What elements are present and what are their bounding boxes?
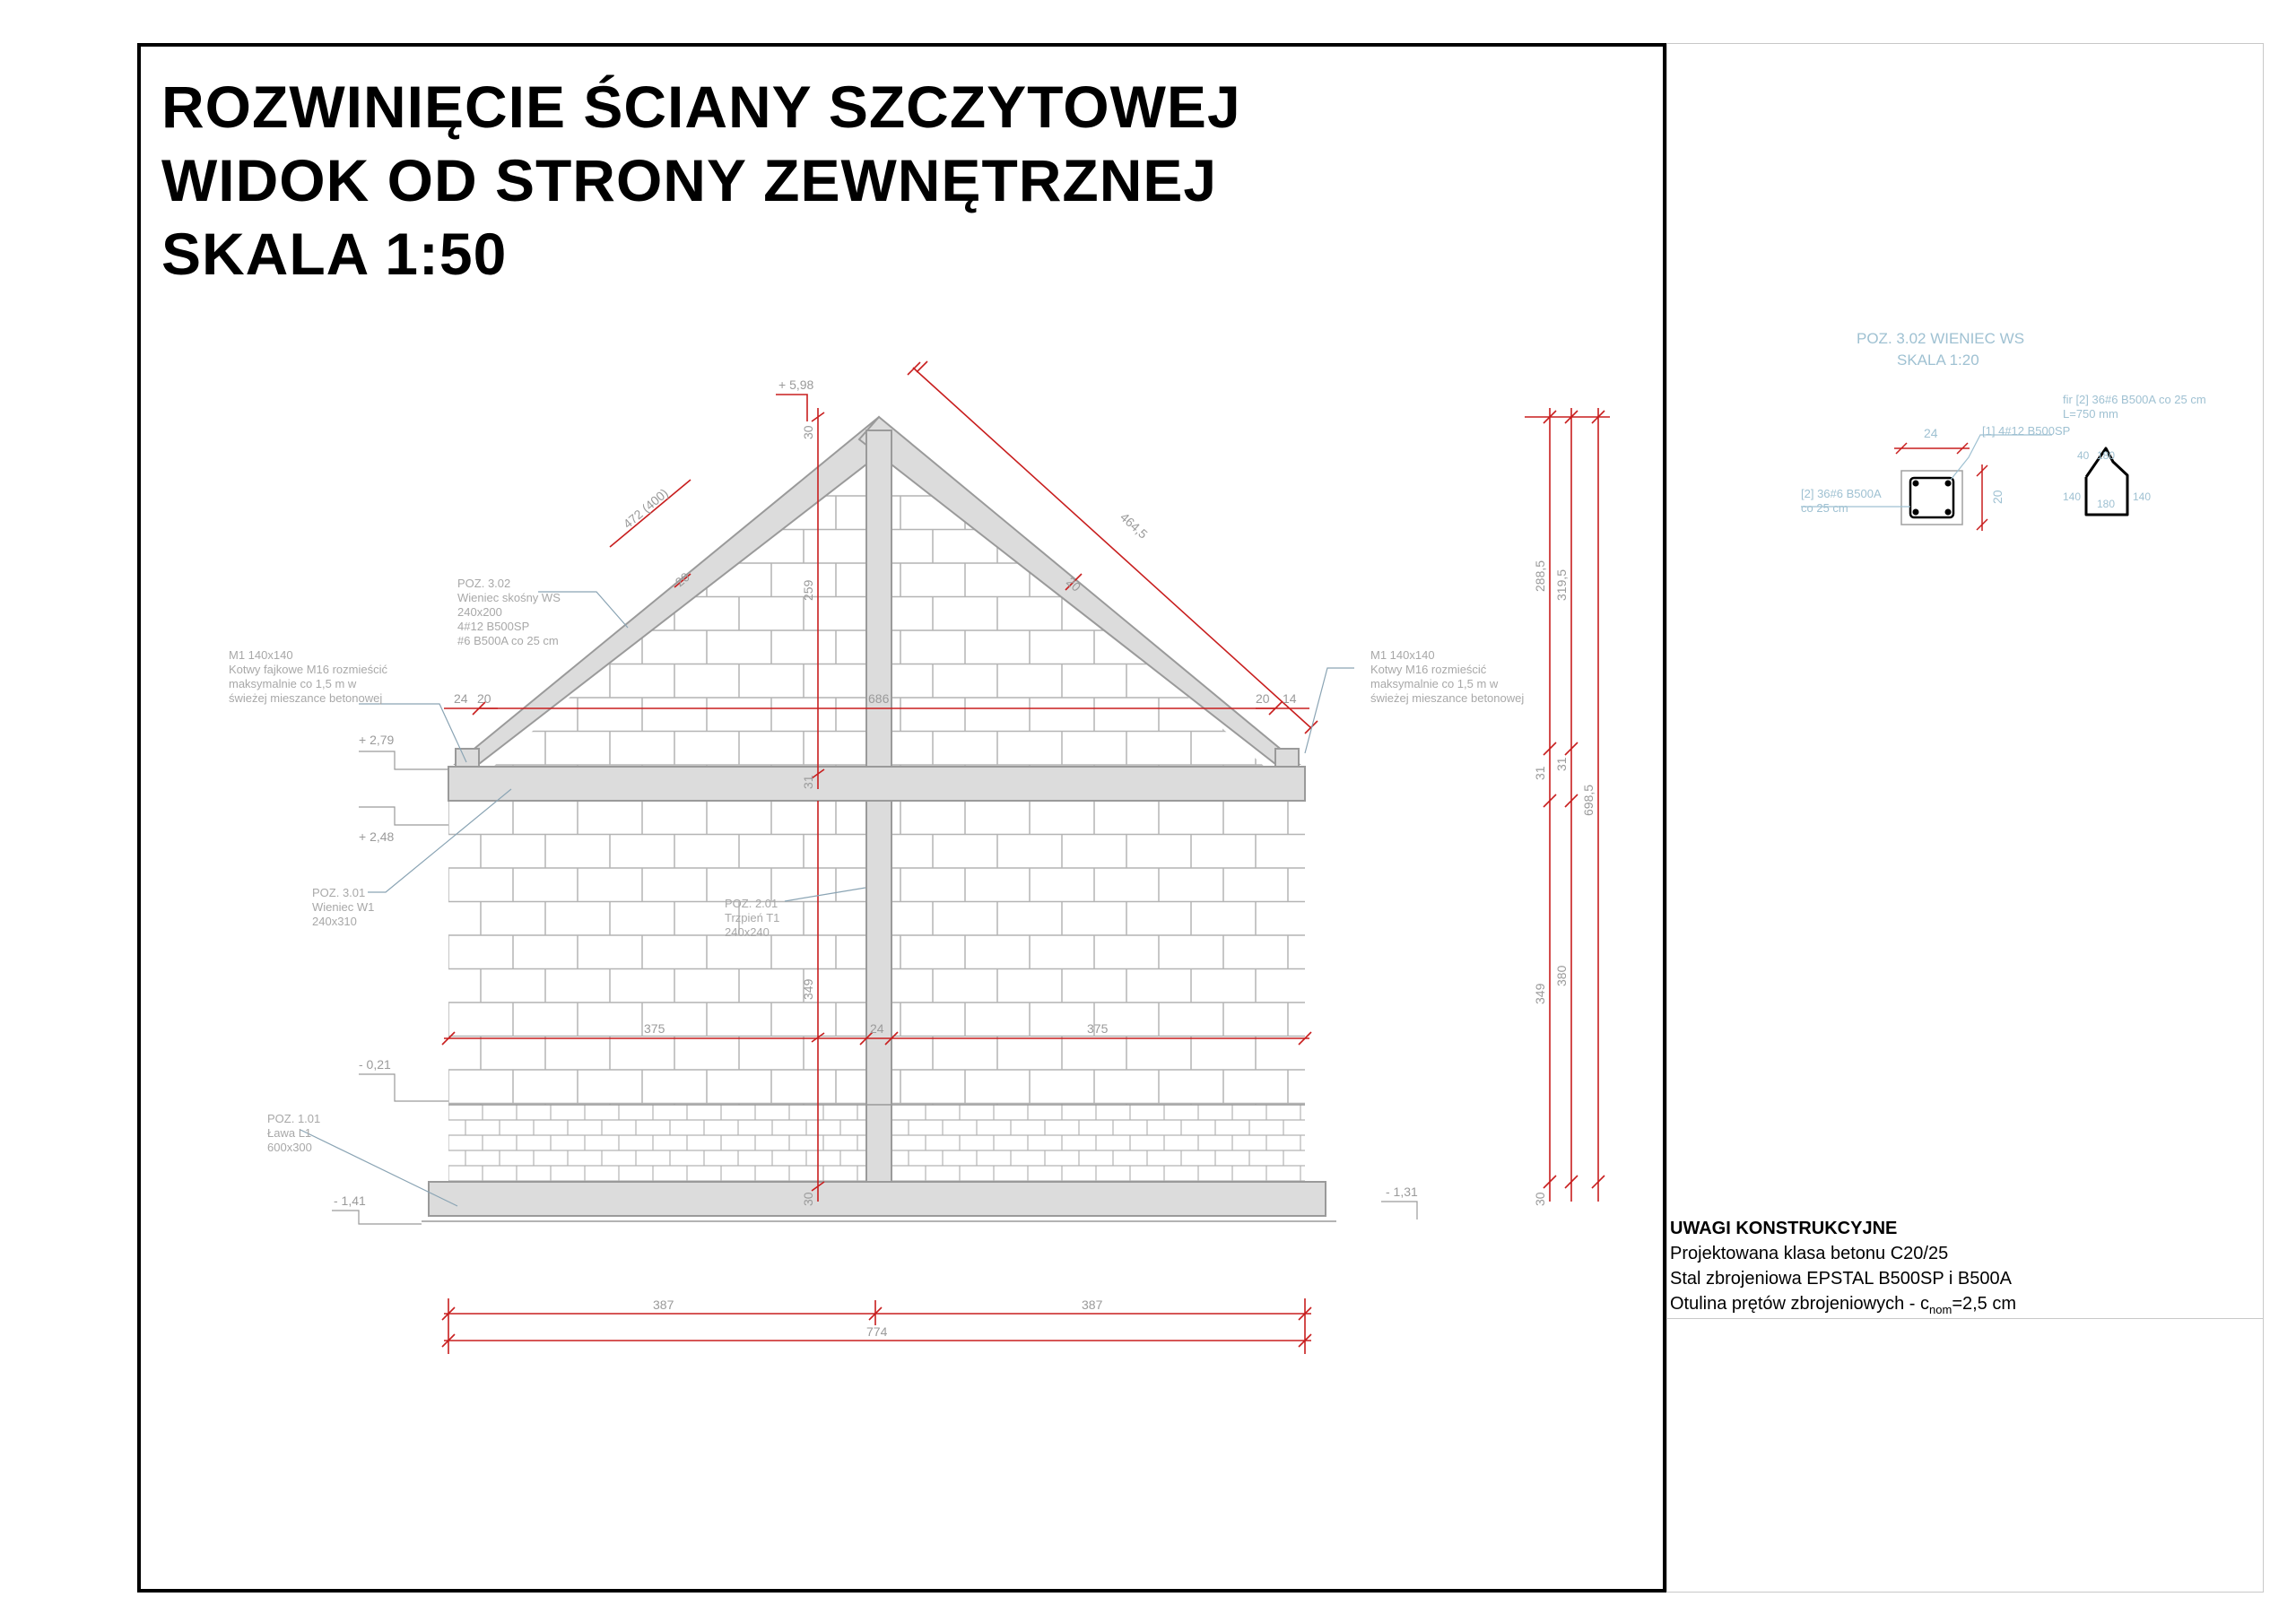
annotation-ws: [457, 577, 561, 647]
dim-eave-left-a: 24: [454, 691, 468, 706]
detail-width: 24: [1924, 426, 1938, 440]
level-ring: + 2,48: [359, 829, 395, 844]
m1r-line-4: świeżej mieszance betonowej: [1370, 691, 1525, 705]
annotation-m1-right: [1370, 648, 1524, 705]
t1-line-3: 240x240: [725, 925, 770, 939]
detail-bar1: [1] 4#12 B500SP: [1982, 424, 2071, 438]
m1l-line-1: M1 140x140: [229, 648, 293, 662]
dim-half-wall-right: 375: [1087, 1021, 1109, 1036]
t1-line-1: POZ. 2.01: [725, 897, 778, 910]
level-eaves: + 2,79: [359, 733, 395, 747]
detail-bar: [1913, 509, 1919, 516]
dim-eave-right-a: 20: [1256, 691, 1270, 706]
sd-small: 40: [2077, 449, 2090, 462]
detail-bar: [1913, 481, 1919, 487]
dim-right-slope: 464,5: [1117, 509, 1151, 542]
title-line-2: WIDOK OD STRONY ZEWNĘTRZNEJ: [161, 147, 1218, 213]
m1l-line-2: Kotwy fajkowe M16 rozmieścić: [229, 663, 387, 676]
dim-apex-height: 259: [801, 579, 815, 601]
dim-bottom-total: 774: [866, 1324, 888, 1339]
stirrup-note-a: fir [2] 36#6 B500A co 25 cm: [2063, 393, 2206, 406]
sd-side-left: 140: [2063, 490, 2082, 503]
chain-4: 30: [1533, 1192, 1547, 1206]
ws-line-3: 240x200: [457, 605, 502, 619]
ws-line-5: #6 B500A co 25 cm: [457, 634, 559, 647]
dim-band-right: 20: [1063, 574, 1084, 595]
annotation-w1: [312, 886, 374, 928]
t1-line-2: Trzpień T1: [725, 911, 780, 924]
m1l-line-4: świeżej mieszance betonowej: [229, 691, 383, 705]
detail-bar: [1945, 509, 1952, 516]
chain-1: 288,5: [1533, 560, 1547, 592]
chain-2: 31: [1533, 766, 1547, 780]
detail-bar2b: co 25 cm: [1801, 501, 1848, 515]
notes-line-3-pre: Otulina prętów zbrojeniowych - c: [1670, 1294, 1930, 1314]
annotation-t1: [725, 897, 779, 939]
chain-5: 319,5: [1554, 568, 1569, 601]
w1-line-3: 240x310: [312, 915, 357, 928]
level-foot-left: - 1,41: [334, 1193, 366, 1208]
chain-total: 698,5: [1581, 784, 1596, 816]
detail-title-2: SKALA 1:20: [1897, 352, 1979, 369]
detail-title-1: POZ. 3.02 WIENIEC WS: [1857, 330, 2025, 347]
level-plinth: - 0,21: [359, 1057, 391, 1072]
dim-column-width: 24: [870, 1021, 884, 1036]
w1-line-2: Wieniec W1: [312, 900, 375, 914]
dim-band-left: 20: [672, 569, 692, 590]
element-annotations: [229, 577, 1524, 1154]
l1-line-2: Ława L1: [267, 1126, 312, 1140]
annotation-l1: [267, 1112, 320, 1154]
stirrup-note-b: L=750 mm: [2063, 407, 2118, 421]
title-line-3: SKALA 1:50: [161, 221, 508, 287]
detail-ws-section: [1801, 330, 2206, 531]
dim-ring-height: 31: [801, 775, 815, 789]
notes-line-2: Stal zbrojeniowa EPSTAL B500SP i B500A: [1670, 1269, 2012, 1289]
dim-half-wall-left: 375: [644, 1021, 665, 1036]
ws-line-2: Wieniec skośny WS: [457, 591, 561, 604]
m1r-line-3: maksymalnie co 1,5 m w: [1370, 677, 1499, 690]
detail-bar2a: [2] 36#6 B500A: [1801, 487, 1882, 500]
level-foot-right: - 1,31: [1386, 1185, 1418, 1199]
dim-eave-right-b: 14: [1283, 691, 1297, 706]
sd-top: 180: [2097, 449, 2116, 462]
level-top: + 5,98: [778, 378, 814, 392]
chain-6: 31: [1554, 757, 1569, 771]
dim-gable-width: 686: [868, 691, 890, 706]
ws-line-4: 4#12 B500SP: [457, 620, 530, 633]
notes-line-3-post: =2,5 cm: [1952, 1294, 2017, 1314]
l1-line-3: 600x300: [267, 1141, 312, 1154]
ws-line-1: POZ. 3.02: [457, 577, 511, 590]
sd-bottom: 180: [2097, 498, 2116, 510]
m1r-line-1: M1 140x140: [1370, 648, 1435, 662]
notes-line-1: Projektowana klasa betonu C20/25: [1670, 1244, 1949, 1263]
dim-eave-left-b: 20: [477, 691, 491, 706]
dim-wall-height: 349: [801, 978, 815, 1000]
dim-left-slope: 472 (400): [620, 485, 671, 532]
m1r-line-2: Kotwy M16 rozmieścić: [1370, 663, 1487, 676]
title-line-1: ROZWINIĘCIE ŚCIANY SZCZYTOWEJ: [161, 74, 1241, 140]
m1l-line-3: maksymalnie co 1,5 m w: [229, 677, 357, 690]
detail-bar: [1945, 481, 1952, 487]
structural-notes: [1670, 1216, 2016, 1323]
notes-heading: UWAGI KONSTRUKCYJNE: [1670, 1219, 1898, 1238]
chain-3: 349: [1533, 983, 1547, 1004]
sd-side-right: 140: [2133, 490, 2152, 503]
dim-footing-height: 30: [801, 1192, 815, 1206]
notes-line-3: [1670, 1291, 2016, 1323]
dim-bottom-left: 387: [653, 1298, 674, 1312]
dim-bottom-right: 387: [1082, 1298, 1103, 1312]
dim-apex-top: 30: [801, 425, 815, 439]
w1-line-1: POZ. 3.01: [312, 886, 366, 899]
annotation-m1-left: [229, 648, 387, 705]
detail-height: 20: [1990, 490, 2005, 504]
l1-line-1: POZ. 1.01: [267, 1112, 321, 1125]
notes-line-3-sub: nom: [1929, 1303, 1952, 1316]
chain-7: 380: [1554, 965, 1569, 986]
